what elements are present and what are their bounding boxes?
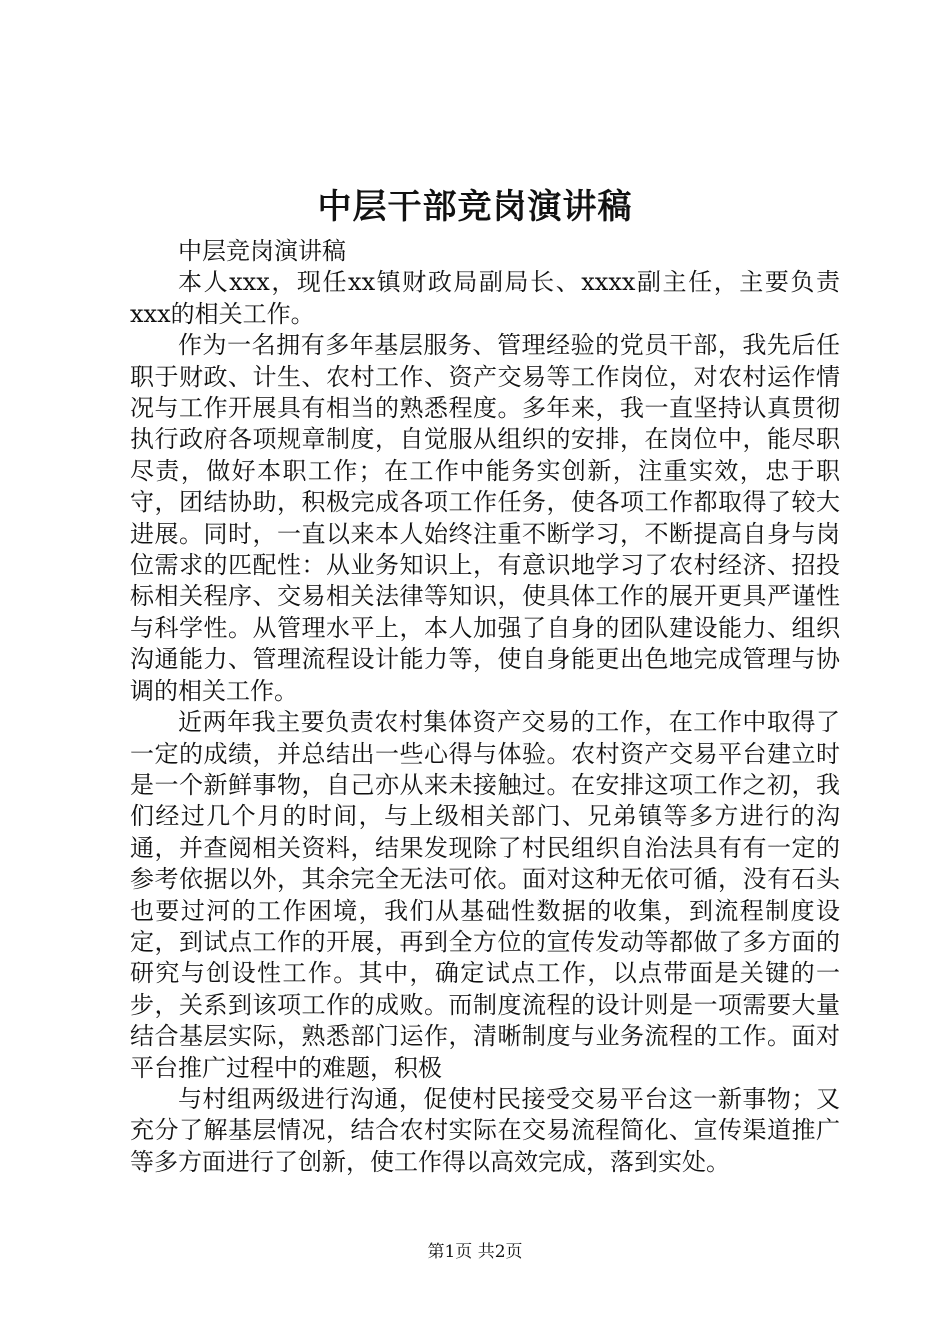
- paragraph-asset-trading: 近两年我主要负责农村集体资产交易的工作，在工作中取得了一定的成绩，并总结出一些心得与体验。农村资产交易平台建立时是一个新鲜事物，自己亦从来未接触过。在安排这项工作之初，我们经过几个月的时间，与上级相关部门、兄弟镇等多方进行的沟通，并查阅相关资料，结果发现除了村民组织自治法具有有一定的参考依据以外，其余完全无法可依。面对这种无依可循，没有石头也要过河的工作困境，我们从基础性数据的收集，到流程制度设定，到试点工作的开展，再到全方位的宣传发动等都做了多方面的研究与创设性工作。其中，确定试点工作，以点带面是关键的一步，关系到该项工作的成败。而制度流程的设计则是一项需要大量结合基层实际，熟悉部门运作，清晰制度与业务流程的工作。面对平台推广过程中的难题，积极: [130, 708, 840, 1082]
- page-number-footer: 第1页 共2页: [427, 1242, 523, 1262]
- document-title: 中层干部竞岗演讲稿: [317, 187, 633, 227]
- paragraph-intro: 本人xxx，现任xx镇财政局副局长、xxxx副主任，主要负责xxx的相关工作。: [130, 268, 840, 328]
- paragraph-subtitle: 中层竞岗演讲稿: [178, 237, 346, 265]
- paragraph-communication: 与村组两级进行沟通，促使村民接受交易平台这一新事物；又充分了解基层情况，结合农村实际在交易流程简化、宣传渠道推广等多方面进行了创新，使工作得以高效完成，落到实处。: [130, 1084, 840, 1176]
- document-body: [130, 236, 840, 1178]
- paragraph-experience: 作为一名拥有多年基层服务、管理经验的党员干部，我先后任职于财政、计生、农村工作、资产交易等工作岗位，对农村运作情况与工作开展具有相当的熟悉程度。多年来，我一直坚持认真贯彻执行政府各项规章制度，自觉服从组织的安排，在岗位中，能尽职尽责，做好本职工作；在工作中能务实创新，注重实效，忠于职守，团结协助，积极完成各项工作任务，使各项工作都取得了较大进展。同时，一直以来本人始终注重不断学习，不断提高自身与岗位需求的匹配性：从业务知识上，有意识地学习了农村经济、招投标相关程序、交易相关法律等知识，使具体工作的展开更具严谨性与科学性。从管理水平上，本人加强了自身的团队建设能力、组织沟通能力、管理流程设计能力等，使自身能更出色地完成管理与协调的相关工作。: [130, 331, 840, 705]
